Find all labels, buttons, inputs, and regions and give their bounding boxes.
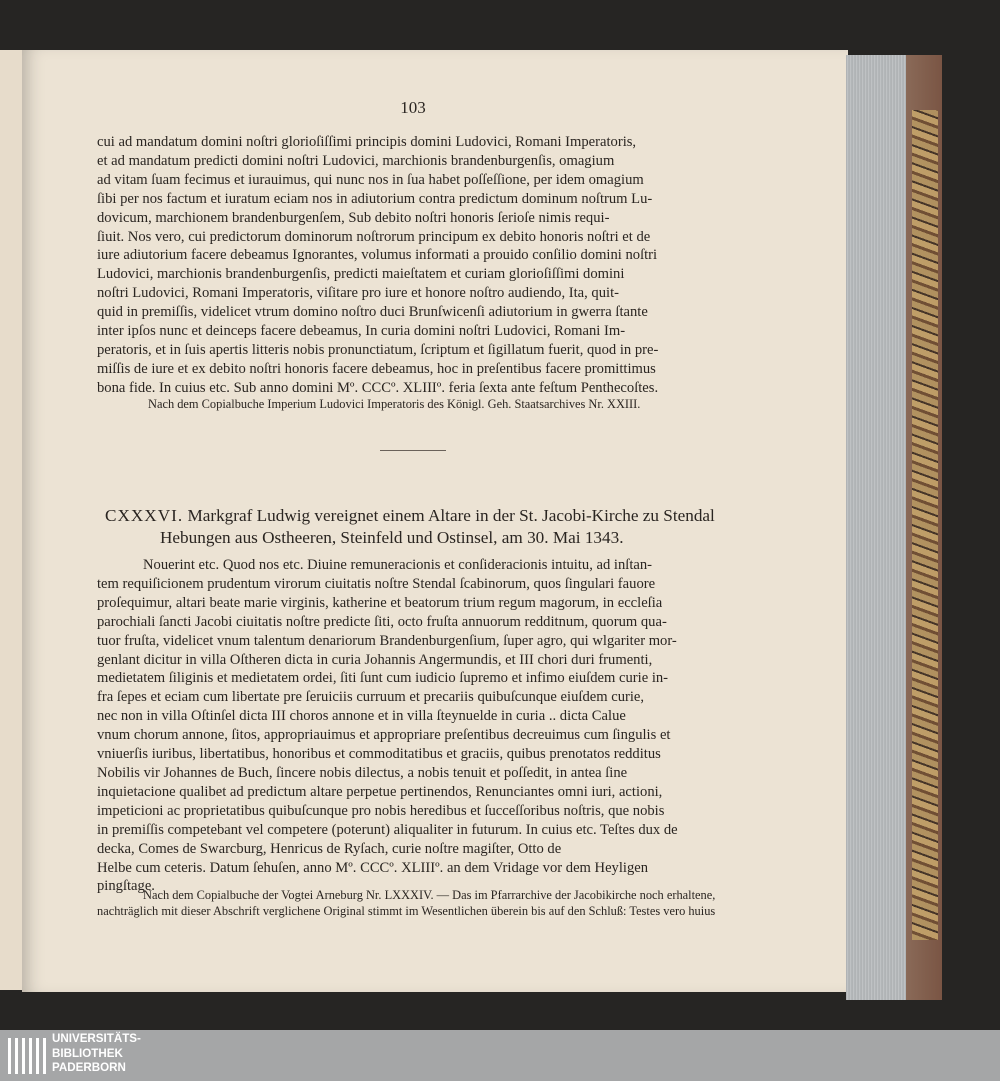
text-line: bona fide. In cuius etc. Sub anno domini Mº. CCCº. XLIIIº. feria ſexta ante feſtum Penthecoſtes. bbox=[97, 379, 659, 396]
text-line: tuor fruſta, videlicet vnum talentum denariorum Brandenburgenſium, ſuper agro, qui wlgariter mor- bbox=[97, 632, 677, 649]
text-line: quid in premiſſis, videlicet vtrum domino noſtro duci Brunſwicenſi adiutorium in gwerra ſtante bbox=[97, 304, 648, 321]
source-note: Nach dem Copialbuche Imperium Ludovici Imperatoris des Königl. Geh. Staatsarchives Nr. XXIII. bbox=[148, 397, 641, 411]
text-line: parochiali ſancti Jacobi ciuitatis noſtre predicte ſiti, octo fruſta annuorum redditnum, quorum qua- bbox=[97, 613, 667, 630]
text-line: peratoris, et in ſuis apertis litteris nobis pronunctiatum, ſcriptum et ſigillatum fuerit, quod in pre- bbox=[97, 341, 659, 358]
library-name-line1: UNIVERSITÄTS- bbox=[52, 1032, 141, 1045]
text-line: in premiſſis competebant vel competere (poterunt) aliqualiter in futurum. In cuius etc. Teſtes dux de bbox=[97, 821, 678, 838]
text-line: fra ſepes et eciam cum libertate pre ſeruiciis curruum et precariis quibuſcunque eiuſdem curie, bbox=[97, 689, 645, 706]
text-line: cui ad mandatum domini noſtri glorioſiſſimi principis domini Ludovici, Romani Imperatoris, bbox=[97, 134, 637, 150]
text-line: Nobilis vir Johannes de Buch, ſincere nobis dilectus, a nobis tenuit et poſſedit, in antea ſine bbox=[97, 764, 628, 781]
library-name bbox=[52, 1032, 141, 1076]
text-line: tem requiſicionem prudentum virorum ciuitatis noſtre Stendal ſcabinorum, quos ſingulari fauore bbox=[97, 575, 656, 592]
left-page-edge bbox=[0, 50, 23, 990]
text-line: Helbe cum ceteris. Datum ſehuſen, anno Mº. CCCº. XLIIIº. an dem Vridage vor dem Heyligen bbox=[97, 859, 649, 876]
text-line: nec non in villa Oſtinſel dicta III choros annone et in villa ſteynuelde in curia .. dicta Calue bbox=[97, 708, 626, 725]
text-line: et ad mandatum predicti domini noſtri Ludovici, marchionis brandenburgenſis, omagium bbox=[97, 152, 615, 169]
text-line: dovicum, marchionem brandenburgenſem, Sub debito noſtri honoris ſerioſe nimis requi- bbox=[97, 209, 610, 226]
charter-title-line1: Markgraf Ludwig vereignet einem Altare in der St. Jacobi-Kirche zu Stendal bbox=[187, 506, 715, 525]
charter-title-line2: Hebungen aus Ostheeren, Steinfeld und Ostinsel, am 30. Mai 1343. bbox=[160, 528, 624, 547]
text-line: vnum chorum annone, ſitos, appropriauimus et appropriare preſentibus decreuimus cum ſingulis et bbox=[97, 727, 671, 744]
page-edges bbox=[846, 55, 908, 1000]
text-line: iure adiutorium facere debeamus Ignorantes, volumus informati a prouido conſilio domini noſtri bbox=[97, 247, 658, 264]
text-line: noſtri Ludovici, Romani Imperatoris, viſitare pro iure et honore noſtro audiendo, Ita, quit- bbox=[97, 285, 619, 302]
text-line: medietatem ſiliginis et medietatem ordei, ſiti ſunt cum iudicio ſupremo et infimo eiuſdem curie in- bbox=[97, 670, 669, 687]
text-line: vniuerſis iuribus, libertatibus, honoribus et commoditatibus et graciis, quibus prenotatos redditus bbox=[97, 746, 661, 763]
charter-text bbox=[97, 556, 727, 896]
source-note-2 bbox=[97, 887, 727, 919]
library-footer-bar bbox=[0, 1030, 1000, 1081]
text-line: pingſtage. bbox=[97, 878, 155, 895]
text-line: inter ipſos nunc et deinceps facere debeamus, In curia domini noſtri Ludovici, Romani Im- bbox=[97, 323, 626, 340]
page-number: 103 bbox=[400, 98, 426, 117]
charter-text-continued bbox=[97, 133, 727, 398]
text-line: inquietacione qualibet ad predictum altare perpetue pertinendos, Renunciantes omni iuri, actioni, bbox=[97, 783, 663, 800]
footnote-line: Nach dem Copialbuche der Vogtei Arneburg Nr. LXXXIV. — Das im Pfarrarchive der Jacobikirche noch erhaltene, bbox=[143, 888, 716, 902]
footnote-line: nachträglich mit dieser Abschrift verglichene Original stimmt im Wesentlichen überein bis auf den Schluß: Testes vero huius bbox=[97, 904, 716, 918]
library-name-line2: BIBLIOTHEK bbox=[52, 1046, 123, 1060]
text-line: ſibi per nos factum et iuratum eciam nos in adiutorium contra predictum dominum noſtrum Lu- bbox=[97, 190, 653, 207]
text-line: Ludovici, marchionis brandenburgenſis, predicti maieſtatem et curiam glorioſiſſimi domini bbox=[97, 266, 625, 283]
text-line: Nouerint etc. Quod nos etc. Diuine remuneracionis et conſideracionis intuitu, ad inſtan- bbox=[143, 557, 653, 573]
text-line: impeticioni ac proprietatibus quibuſcunque pro nobis heredibus et ſucceſſoribus noſtris, que nobis bbox=[97, 802, 665, 819]
marbled-cover-pattern bbox=[912, 110, 938, 940]
text-line: genlant dicitur in villa Oſtheren dicta in curia Johannis Angermundis, et III chori duri frumenti, bbox=[97, 651, 653, 668]
text-line: ad vitam ſuam fecimus et iurauimus, qui nunc nos in ſua habet poſſeſſione, per idem omagium bbox=[97, 171, 644, 188]
charter-heading bbox=[105, 505, 735, 549]
text-line: proſequimur, altari beate marie virginis, katherine et beatorum trium regum magorum, in eccleſia bbox=[97, 594, 663, 611]
text-line: miſſis de iure et ex debito noſtri honoris facere debeamus, hoc in preſentibus facere promittimus bbox=[97, 360, 656, 377]
library-name-line3: PADERBORN bbox=[52, 1061, 126, 1074]
text-line: ſiuit. Nos vero, cui predictorum dominorum noſtrorum principum ex debito honoris noſtri et de bbox=[97, 228, 651, 245]
section-divider bbox=[380, 450, 446, 451]
text-line: decka, Comes de Swarcburg, Henricus de Ryſach, curie noſtre magiſter, Otto de bbox=[97, 840, 562, 857]
charter-number: CXXXVI. bbox=[105, 506, 184, 525]
library-logo-icon bbox=[0, 1030, 50, 1081]
